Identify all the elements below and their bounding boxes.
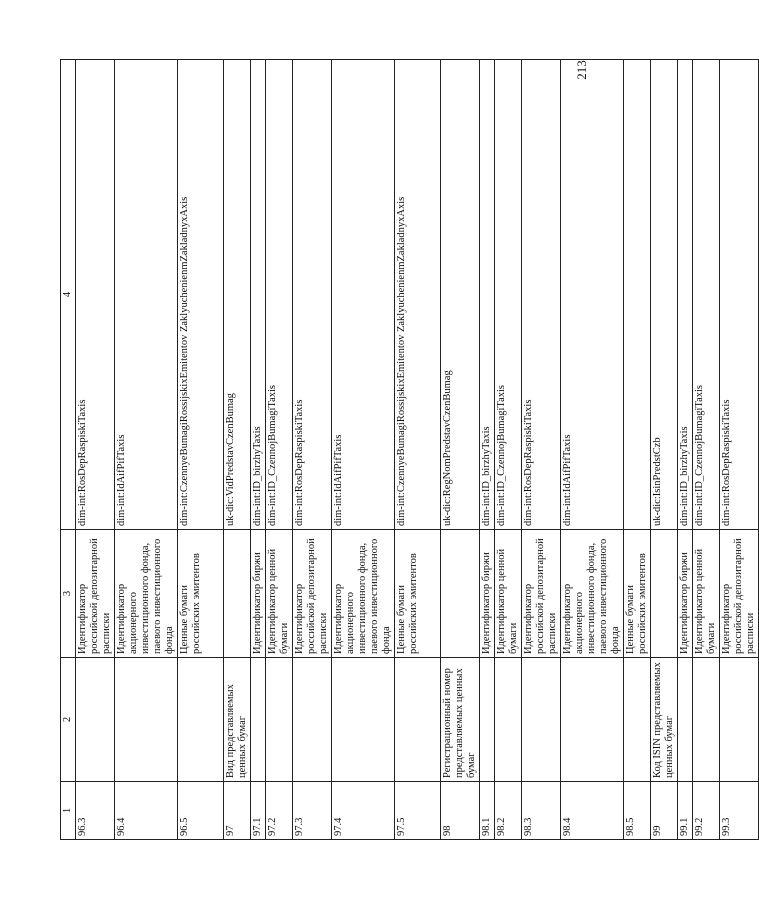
row-code-cell: dim-int:RosDepRaspiskiTaxis [720,60,759,530]
table-row [76,60,115,840]
row-code-cell: uk-dic:RegNomPredstavCzenBumag [441,60,480,530]
row-name-cell [115,658,178,782]
row-description-cell: Ценные бумаги российских эмитентов [178,530,224,658]
table-row [495,60,522,840]
row-code-cell: dim-int:RosDepRaspiskiTaxis [293,60,332,530]
row-code-cell: dim-int:RosDepRaspiskiTaxis [522,60,561,530]
row-number-cell: 98.2 [495,782,522,840]
row-name-cell [266,658,293,782]
row-name-cell [678,658,693,782]
row-number-cell: 97.3 [293,782,332,840]
row-code-cell: dim-int:ID_birzhyTaxis [678,60,693,530]
table-row [224,60,251,840]
row-code-cell: dim-int:CzennyeBumagiRossijskixEmitentov ZaklyuchenienmZakladnyxAxis [178,60,224,530]
row-description-cell: Идентификатор биржи [480,530,495,658]
table-row [624,60,651,840]
row-code-cell: uk-dic:VidPredstavCzenBumag [224,60,251,530]
row-code-cell: dim-int:ID_birzhyTaxis [251,60,266,530]
table-row [720,60,759,840]
row-number-cell: 97.5 [395,782,441,840]
row-description-cell: Идентификатор российской депозитарной расписки [293,530,332,658]
row-description-cell: Идентификатор биржи [678,530,693,658]
row-description-cell: Идентификатор ценной бумаги [495,530,522,658]
row-name-cell [178,658,224,782]
table-row [178,60,224,840]
row-number-cell: 97.1 [251,782,266,840]
header-row [61,60,76,840]
table-row [266,60,293,840]
row-number-cell: 97 [224,782,251,840]
row-description-cell: Идентификатор российской депозитарной расписки [76,530,115,658]
column-header-2: 2 [61,658,76,782]
table-row [561,60,624,840]
row-name-cell [332,658,395,782]
row-number-cell: 99.3 [720,782,759,840]
table-row [693,60,720,840]
row-code-cell: dim-int:IdAifPifTaxis [332,60,395,530]
table-row [678,60,693,840]
row-description-cell: Идентификатор акционерного инвестиционного фонда, паевого инвестиционного фонда [561,530,624,658]
rotated-page [60,60,756,840]
row-number-cell: 99.2 [693,782,720,840]
row-description-cell: Идентификатор акционерного инвестиционного фонда, паевого инвестиционного фонда [332,530,395,658]
row-number-cell: 98.5 [624,782,651,840]
row-number-cell: 98.4 [561,782,624,840]
row-number-cell: 96.4 [115,782,178,840]
row-number-cell: 99 [651,782,678,840]
row-name-cell [395,658,441,782]
row-code-cell: dim-int:ID_birzhyTaxis [480,60,495,530]
row-name-cell: Регистрационный номер представляемых ценных бумаг [441,658,480,782]
row-name-cell: Код ISIN представляемых ценных бумаг [651,658,678,782]
row-description-cell: Идентификатор ценной бумаги [693,530,720,658]
row-description-cell [224,530,251,658]
table-body [76,60,759,840]
page-number: 213 [574,60,589,80]
row-name-cell [293,658,332,782]
row-description-cell: Идентификатор акционерного инвестиционного фонда, паевого инвестиционного фонда [115,530,178,658]
row-number-cell: 96.3 [76,782,115,840]
row-number-cell: 98.1 [480,782,495,840]
table-row [480,60,495,840]
row-description-cell [651,530,678,658]
row-code-cell: dim-int:ID_CzennojBumagiTaxis [693,60,720,530]
row-name-cell [693,658,720,782]
row-number-cell: 99.1 [678,782,693,840]
row-code-cell [624,60,651,530]
column-header-1: 1 [61,782,76,840]
row-name-cell [480,658,495,782]
row-description-cell: Идентификатор биржи [251,530,266,658]
table-row [115,60,178,840]
row-number-cell: 96.5 [178,782,224,840]
table-row [395,60,441,840]
row-code-cell: dim-int:IdAifPifTaxis [561,60,624,530]
row-code-cell: dim-int:ID_CzennojBumagiTaxis [495,60,522,530]
column-header-3: 3 [61,530,76,658]
row-name-cell [720,658,759,782]
row-description-cell: Ценные бумаги российских эмитентов [395,530,441,658]
table-row [651,60,678,840]
row-description-cell: Идентификатор ценной бумаги [266,530,293,658]
table-container [60,60,756,840]
table-row [522,60,561,840]
row-name-cell [624,658,651,782]
row-name-cell [561,658,624,782]
row-code-cell: dim-int:IdAifPifTaxis [115,60,178,530]
row-number-cell: 97.4 [332,782,395,840]
table-row [441,60,480,840]
row-description-cell: Идентификатор российской депозитарной расписки [720,530,759,658]
taxonomy-table [60,59,759,840]
row-name-cell [76,658,115,782]
row-code-cell: uk-dic:IsinPredstCzb [651,60,678,530]
row-name-cell [251,658,266,782]
row-description-cell: Идентификатор российской депозитарной расписки [522,530,561,658]
row-code-cell: dim-int:RosDepRaspiskiTaxis [76,60,115,530]
table-row [251,60,266,840]
row-name-cell [495,658,522,782]
row-description-cell [441,530,480,658]
row-number-cell: 97.2 [266,782,293,840]
row-code-cell: dim-int:ID_CzennojBumagiTaxis [266,60,293,530]
row-name-cell [522,658,561,782]
table-row [293,60,332,840]
row-number-cell: 98.3 [522,782,561,840]
table-row [332,60,395,840]
column-header-4: 4 [61,60,76,530]
row-code-cell: dim-int:CzennyeBumagiRossijskixEmitentov ZaklyuchenienmZakladnyxAxis [395,60,441,530]
row-number-cell: 98 [441,782,480,840]
row-description-cell: Ценные бумаги российских эмитентов [624,530,651,658]
row-name-cell: Вид представляемых ценных бумаг [224,658,251,782]
